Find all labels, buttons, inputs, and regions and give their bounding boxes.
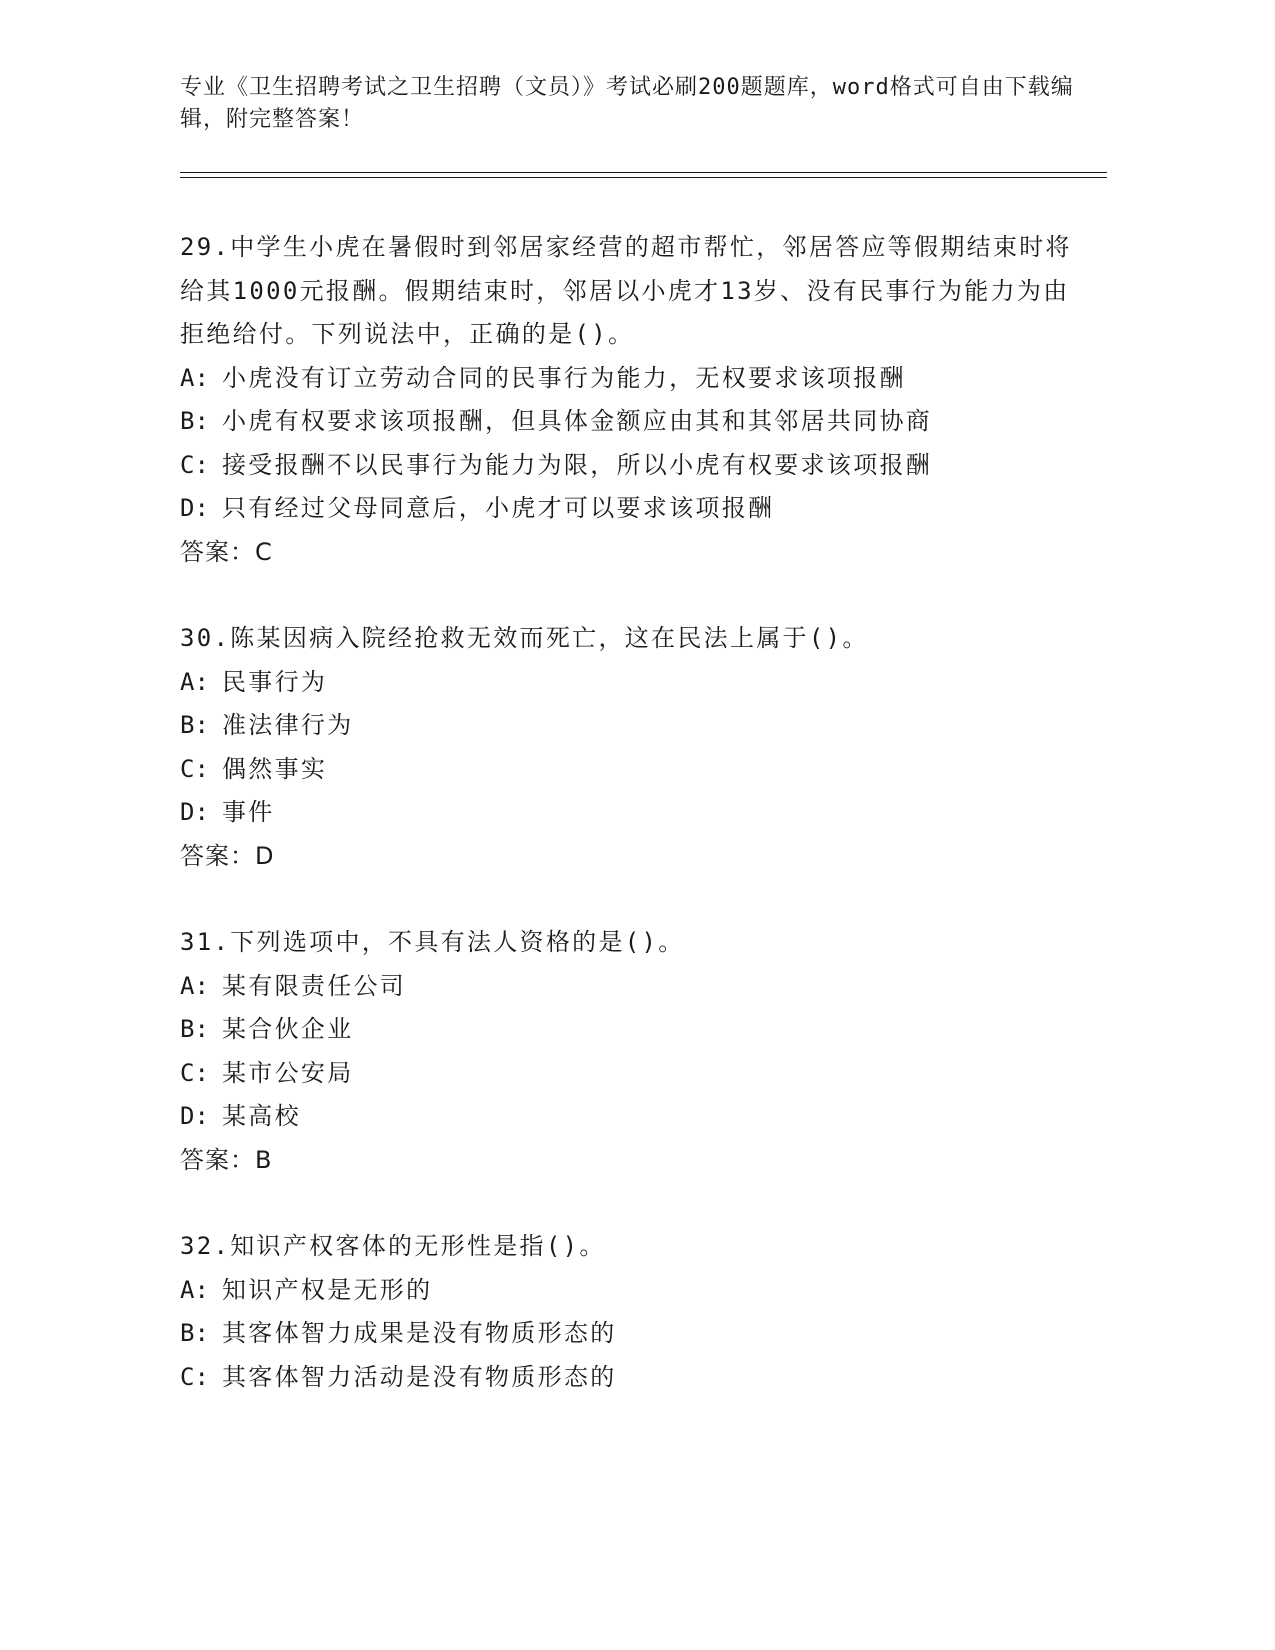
option-b	[180, 704, 1080, 748]
answer-line: 答案：C	[180, 537, 273, 566]
option-key: B:	[180, 1015, 209, 1043]
option-key: B:	[180, 711, 209, 739]
option-c	[180, 444, 1080, 488]
option-key: D:	[180, 798, 209, 826]
option-text: 其客体智力活动是没有物质形态的	[222, 1362, 617, 1391]
option-d	[180, 791, 1080, 835]
question-stem: 31.下列选项中，不具有法人资格的是()。	[180, 928, 685, 956]
option-key: B:	[180, 407, 209, 435]
option-a	[180, 1269, 1080, 1313]
option-text: 接受报酬不以民事行为能力为限，所以小虎有权要求该项报酬	[222, 450, 933, 479]
option-key: C:	[180, 754, 209, 783]
option-key: A:	[180, 363, 209, 392]
option-b	[180, 400, 1080, 444]
option-text: 只有经过父母同意后，小虎才可以要求该项报酬	[222, 494, 775, 522]
option-a	[180, 965, 1080, 1009]
option-a	[180, 661, 1080, 705]
option-text: 某有限责任公司	[222, 971, 407, 1000]
option-text: 某高校	[222, 1102, 301, 1130]
option-c	[180, 1356, 1080, 1400]
question-list	[180, 226, 1080, 1442]
question-30	[180, 617, 1080, 878]
option-key: C:	[180, 1058, 209, 1087]
document-header: 专业《卫生招聘考试之卫生招聘（文员）》考试必刷200题题库，word格式可自由下载编辑，附完整答案！	[180, 75, 1074, 132]
question-stem: 32.知识产权客体的无形性是指()。	[180, 1232, 606, 1260]
answer-line: 答案：D	[180, 841, 275, 870]
option-text: 偶然事实	[222, 754, 328, 783]
option-text: 民事行为	[222, 667, 328, 696]
option-d	[180, 487, 1080, 531]
option-text: 小虎有权要求该项报酬，但具体金额应由其和其邻居共同协商	[222, 407, 933, 435]
option-text: 小虎没有订立劳动合同的民事行为能力，无权要求该项报酬	[222, 363, 906, 392]
option-key: B:	[180, 1319, 209, 1347]
option-key: C:	[180, 1362, 209, 1391]
option-d	[180, 1095, 1080, 1139]
option-text: 某市公安局	[222, 1058, 354, 1087]
option-text: 知识产权是无形的	[222, 1275, 433, 1304]
option-text: 其客体智力成果是没有物质形态的	[222, 1319, 617, 1347]
answer-line: 答案：B	[180, 1145, 273, 1174]
question-32	[180, 1225, 1080, 1399]
option-text: 某合伙企业	[222, 1015, 354, 1043]
option-key: D:	[180, 1102, 209, 1130]
option-b	[180, 1008, 1080, 1052]
option-key: A:	[180, 667, 209, 696]
option-c	[180, 1052, 1080, 1096]
option-key: D:	[180, 494, 209, 522]
header-divider-top	[180, 172, 1107, 173]
option-key: A:	[180, 1275, 209, 1304]
question-29	[180, 226, 1080, 574]
question-31	[180, 921, 1080, 1182]
option-key: A:	[180, 971, 209, 1000]
option-c	[180, 748, 1080, 792]
question-stem: 29.中学生小虎在暑假时到邻居家经营的超市帮忙，邻居答应等假期结束时将给其1000元报酬。假期结束时，邻居以小虎才13岁、没有民事行为能力为由拒绝给付。下列说法中，正确的是()。	[180, 233, 1072, 348]
option-b	[180, 1312, 1080, 1356]
question-stem: 30.陈某因病入院经抢救无效而死亡，这在民法上属于()。	[180, 624, 869, 652]
option-a	[180, 357, 1080, 401]
header-divider-bottom	[180, 177, 1107, 178]
option-text: 事件	[222, 798, 275, 826]
option-key: C:	[180, 450, 209, 479]
option-text: 准法律行为	[222, 711, 354, 739]
